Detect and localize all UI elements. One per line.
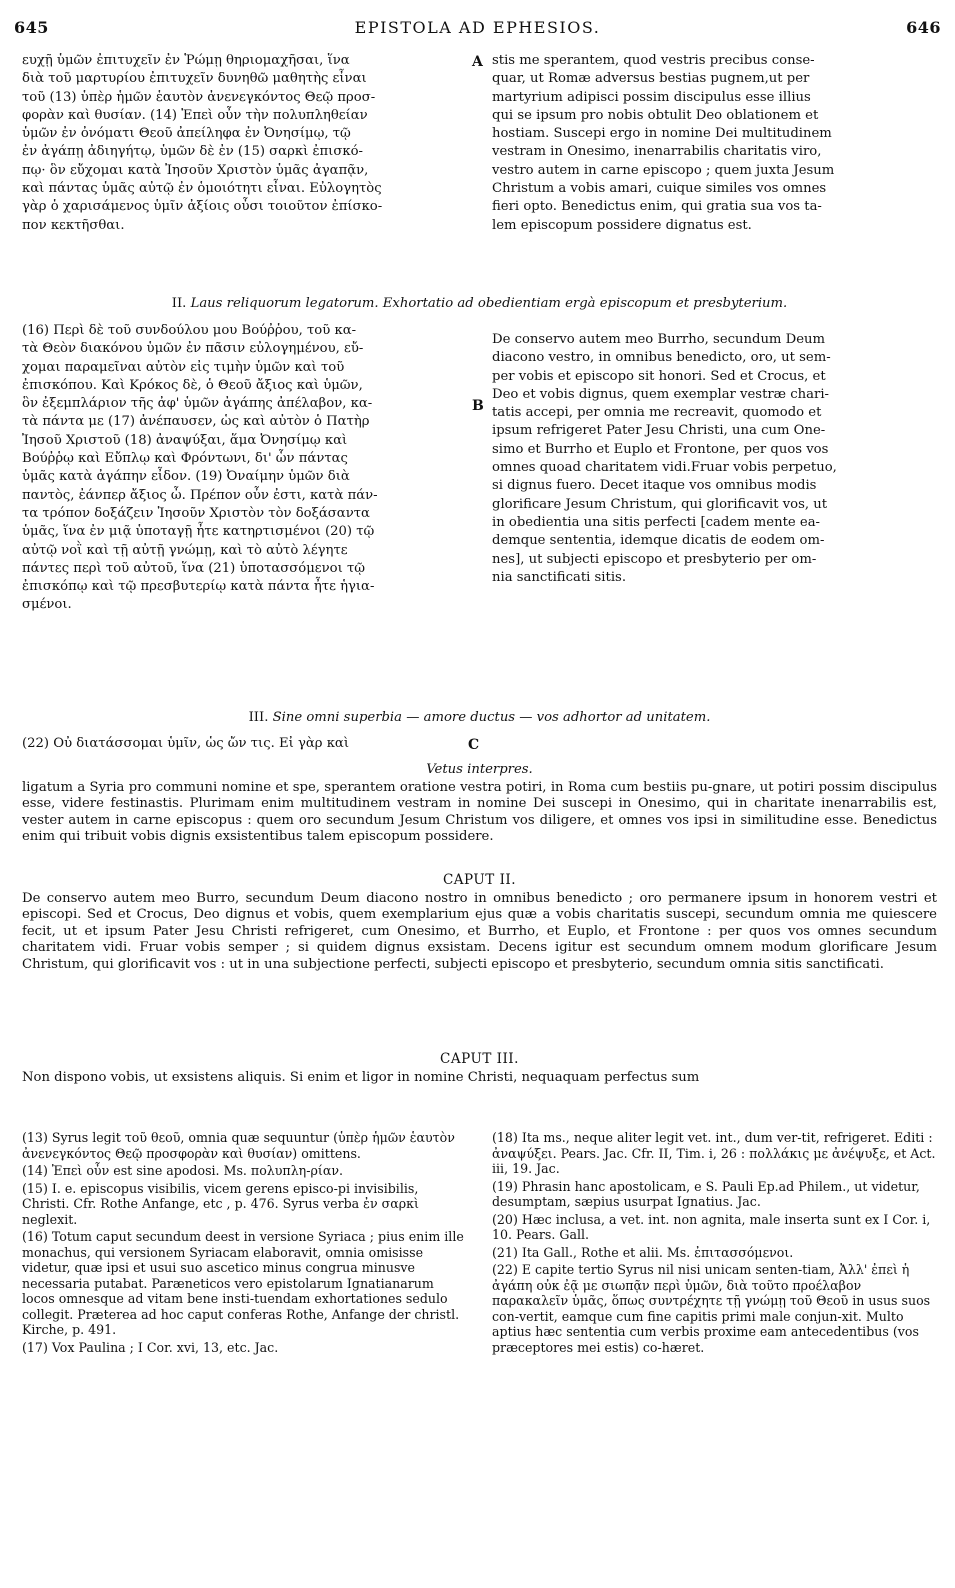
footnote: (20) Hæc inclusa, a vet. int. non agnita, male inserta sunt ex I Cor. i, 10. Pears. Gall. [492, 1211, 931, 1242]
caput-3-heading: CAPUT III. [440, 1051, 519, 1067]
latin-line: Christum a vobis amari, cuique similes vos omnes [492, 181, 827, 197]
latin-line: glorificare Jesum Christum, qui glorificavit vos, ut [492, 496, 828, 512]
greek-line: παντὸς, ἐάνπερ ἄξιος ὦ. Πρέπον οὖν ἐστι, κατὰ πάν- [22, 487, 378, 503]
latin-line: ipsum refrigeret Pater Jesu Christi, una cum One- [492, 423, 826, 439]
latin-column-2 [492, 331, 937, 587]
greek-line: πῳ· ὃν εὔχομαι κατὰ Ἰησοῦν Χριστὸν ὑμᾶς ἀγαπᾷν, [22, 162, 369, 178]
latin-line: simo et Burrho et Euplo et Frontone, per quos vos [492, 441, 829, 457]
running-title: EPISTOLA AD EPHESIOS. [354, 18, 601, 37]
vetus-heading [22, 762, 937, 777]
left-page-number: 645 [14, 18, 49, 37]
greek-line: ὑμῶν ἐν ὀνόματι Θεοῦ ἀπείληφα ἐν Ὀνησίμῳ, τῷ [22, 126, 351, 142]
latin-line: in obedientia una sitis perfecti [cadem mente ea- [492, 514, 821, 530]
section-title: Sine omni superbia — amore ductus — vos adhortor ad unitatem. [272, 710, 711, 725]
greek-line: ευχῇ ὑμῶν ἐπιτυχεῖν ἐν Ῥώμῃ θηριομαχῆσαι, ἵνα [22, 53, 350, 68]
vetus-text: ligatum a Syria pro communi nomine et spe, sperantem oratione vestra potiri, in Roma cum bestiis pu-gnare, ut potiri possim discipulus esse, videre festinastis. Plurimam enim multitudinem vestram in nomine Dei suscepi in Onesimo, qui in charitate inenarrabilis est, vester autem in carne episcopus : quem oro secundum Jesum Christum vos diligere, et omnes vos ipsi in similitudine esse. Benedictus enim qui tribuit vobis dignis exsistentibus talem episcopum possidere. [22, 780, 937, 845]
footnote: (14) Ἐπεὶ οὖν est sine apodosi. Ms. πολυπλη-ρίαν. [22, 1163, 343, 1178]
greek-line: τα τρόπον δοξάζειν Ἰησοῦν Χριστὸν τὸν δοξάσαντα [22, 505, 370, 521]
latin-line: fieri opto. Benedictus enim, qui gratia sua vos ta- [492, 199, 822, 215]
footnote: (21) Ita Gall., Rothe et alii. Ms. ἐπιτασσόμενοι. [492, 1244, 794, 1260]
footnote: (22) E capite tertio Syrus nil nisi unicam senten-tiam, Ἀλλ' ἐπεὶ ἡ ἀγάπη οὐκ ἐᾷ με σιωπᾷν περὶ ὑμῶν, διὰ τοῦτο προέλαβον παρακαλεῖν ὑμᾶς, ὅπως συντρέχητε τῇ γνώμῃ τοῦ Θεοῦ in usus suos con-vertit, eamque cum fine capitis primi male conjun-xit. Multo aptius hæc sententia cum verbis proxime eam antecedentibus (vos præceptores mei estis) co-hæret. [492, 1262, 931, 1355]
greek-line: σμένοι. [22, 597, 72, 613]
latin-line: tatis accepi, per omnia me recreavit, quomodo et [492, 405, 822, 421]
footnotes-right [492, 1130, 937, 1357]
latin-line: lem episcopum possidere dignatus est. [492, 217, 752, 233]
margin-marker-c: C [468, 737, 480, 753]
latin-line: stis me sperantem, quod vestris precibus conse- [492, 53, 815, 68]
latin-line: quar, ut Romæ adversus bestias pugnem,ut per [492, 71, 810, 87]
vetus-paragraph-3 [22, 1070, 937, 1086]
footnote: (13) Syrus legit τοῦ θεοῦ, omnia quæ sequuntur (ὑπὲρ ἡμῶν ἑαυτὸν ἀνενεγκόντος Θεῷ προσφορὰν καὶ θυσίαν) omittens. [22, 1130, 455, 1161]
footnote: (15) I. e. episcopus visibilis, vicem gerens episco-pi invisibilis, Christi. Cfr. Rothe Anfange, etc , p. 476. Syrus verba ἐν σαρκὶ neglexit. [22, 1180, 419, 1227]
vetus-paragraph-1 [22, 780, 937, 846]
greek-line: ἐπισκόπου. Καὶ Κρόκος δὲ, ὁ Θεοῦ ἄξιος καὶ ὑμῶν, [22, 377, 363, 393]
greek-line: χομαι παραμεῖναι αὐτὸν εἰς τιμὴν ὑμῶν καὶ τοῦ [22, 359, 345, 375]
greek-line: ἐπισκόπῳ καὶ τῷ πρεσβυτερίῳ κατὰ πάντα ἦτε ἡγια- [22, 579, 375, 595]
greek-line: φορὰν καὶ θυσίαν. (14) Ἐπεὶ οὖν τὴν πολυπληθείαν [22, 107, 368, 123]
page-header [14, 18, 941, 40]
greek-column-1 [22, 52, 472, 235]
greek-line: ὑμᾶς, ἵνα ἐν μιᾷ ὑποταγῇ ἦτε κατηρτισμένοι (20) τῷ [22, 524, 375, 540]
greek-line: αὐτῷ νοῒ καὶ τῇ αὐτῇ γνώμῃ, καὶ τὸ αὐτὸ λέγητε [22, 542, 348, 558]
latin-line: vestro autem in carne episcopo ; quem juxta Jesum [492, 162, 835, 178]
greek-line: πάντες περὶ τοῦ αὐτοῦ, ἵνα (21) ὑποτασσόμενοι τῷ [22, 560, 365, 576]
greek-line: ὃν ἐξεμπλάριον τῆς ἀφ' ὑμῶν ἀγάπης ἀπέλαβον, κα- [22, 396, 373, 412]
greek-line: ὑμᾶς κατὰ ἀγάπην εἶδον. (19) Ὀναίμην ὑμῶν διὰ [22, 469, 350, 485]
right-page-number: 646 [906, 18, 941, 37]
latin-line: hostiam. Suscepi ergo in nomine Dei multitudinem [492, 126, 832, 142]
footnote: (16) Totum caput secundum deest in versione Syriaca ; pius enim ille monachus, qui versionem Syriacam elaboravit, omnia omisisse videtur, quæ ipsi et usui suo ascetico minus congrua minusve necessaria putabat. Paræneticos vero epistolarum Ignatianarum locos omnesque ad vitam bene insti-tuendam exhortationes sedulo collegit. Præterea ad hoc caput conferas Rothe, Anfange der christl. Kirche, p. 491. [22, 1229, 464, 1337]
margin-marker-a: A [472, 54, 483, 70]
vetus-text: Non dispono vobis, ut exsistens aliquis. Si enim et ligor in nomine Christi, nequaquam perfectus sum [22, 1070, 700, 1085]
latin-line: si dignus fuero. Decet itaque vos omnibus modis [492, 478, 817, 494]
latin-line: omnes quoad charitatem vidi.Fruar vobis perpetuo, [492, 460, 837, 476]
margin-marker-b: B [472, 398, 484, 414]
section-heading-2 [22, 296, 937, 311]
section-number: II. [171, 296, 187, 311]
greek-line: Ἰησοῦ Χριστοῦ (18) ἀναψύξαι, ἅμα Ὀνησίμῳ καὶ [22, 432, 348, 448]
greek-line: πον κεκτῆσθαι. [22, 217, 125, 233]
greek-line: τὰ πάντα με (17) ἀνέπαυσεν, ὡς καὶ αὐτὸν ὁ Πατὴρ [22, 414, 370, 430]
section-heading-3 [22, 710, 937, 725]
latin-line: vestram in Onesimo, inenarrabilis charitatis viro, [492, 144, 822, 160]
latin-column-1 [492, 52, 937, 235]
footnote: (19) Phrasin hanc apostolicam, e S. Pauli Ep.ad Philem., ut videtur, desumptam, sæpius usurpat Ignatius. Jac. [492, 1178, 920, 1209]
greek-line: (22) Οὐ διατάσσομαι ὑμῖν, ὡς ὤν τις. Εἰ γὰρ καὶ [22, 736, 350, 751]
greek-line: διὰ τοῦ μαρτυρίου ἐπιτυχεῖν δυνηθῶ μαθητὴς εἶναι [22, 71, 367, 87]
greek-line: τοῦ (13) ὑπὲρ ἡμῶν ἑαυτὸν ἀνενεγκόντος Θεῷ προσ- [22, 89, 376, 105]
footnote: (18) Ita ms., neque aliter legit vet. int., dum ver-tit, refrigeret. Editi : ἀναψύξει. Pears. Jac. Cfr. II, Tim. i, 26 : πολλάκις με ἀνέψυξε, et Act. iii, 19. Jac. [492, 1130, 936, 1176]
greek-column-3 [22, 735, 472, 753]
latin-line: De conservo autem meo Burrho, secundum Deum [492, 332, 826, 347]
greek-line: (16) Περὶ δὲ τοῦ συνδούλου μου Βούῤῥου, τοῦ κα- [22, 323, 357, 338]
greek-column-2 [22, 322, 472, 615]
greek-line: τὰ Θεὸν διακόνου ὑμῶν ἐν πᾶσιν εὐλογημένου, εὔ- [22, 341, 364, 357]
footnote: (17) Vox Paulina ; I Cor. xvi, 13, etc. Jac. [22, 1339, 279, 1355]
latin-line: nia sanctificati sitis. [492, 569, 627, 585]
greek-line: γὰρ ὁ χαρισάμενος ὑμῖν ἀξίοις οὖσι τοιοῦτον ἐπίσκο- [22, 199, 383, 215]
footnotes-left [22, 1130, 467, 1357]
section-number: III. [248, 710, 269, 725]
greek-line: Βούῤῥῳ καὶ Εὔπλῳ καὶ Φρόντωνι, δι' ὧν πάντας [22, 451, 348, 467]
latin-line: martyrium adipisci possim discipulus esse illius [492, 89, 811, 105]
vetus-paragraph-2 [22, 891, 937, 973]
latin-line: diacono vestro, in omnibus benedicto, oro, ut sem- [492, 350, 831, 366]
section-title: Laus reliquorum legatorum. Exhortatio ad obedientiam ergà episcopum et presbyterium. [190, 296, 788, 311]
vetus-heading-text: Vetus interpres. [426, 762, 533, 777]
greek-line: καὶ πάντας ὑμᾶς αὐτῷ ἐν ὁμοιότητι εἶναι. Εὐλογητὸς [22, 181, 382, 197]
latin-line: demque sententia, idemque dicatis de eodem om- [492, 533, 825, 549]
latin-line: qui se ipsum pro nobis obtulit Deo oblationem et [492, 107, 819, 123]
greek-line: ἐν ἀγάπῃ ἀδιηγήτῳ, ὑμῶν δὲ ἐν (15) σαρκὶ ἐπισκό- [22, 144, 363, 160]
latin-line: nes], ut subjecti episcopo et presbyterio per om- [492, 551, 817, 567]
latin-line: Deo et vobis dignus, quem exemplar vestræ chari- [492, 386, 829, 402]
latin-line: per vobis et episcopo sit honori. Sed et Crocus, et [492, 368, 826, 384]
vetus-text: De conservo autem meo Burro, secundum Deum diacono nostro in omnibus benedicto ; oro permanere ipsum in honorem vestri et episcopi. Sed et Crocus, Deo dignus et vobis, quem exemplarium ejus quæ a vobis charitatis suscepi, secundum omnia me quiescere fecit, ut et ipsum Pater Jesu Christi refrigeret, cum Onesimo, et Burrho, et Euplo, et Frontone : per quos vos omnes secundum charitatem vidi. Fruar vobis semper ; si quidem dignus exsistam. Decens igitur est secundum omnem modum glorificare Jesum Christum, qui glorificavit vos : ut in una subjectione perfecti, subjecti episcopo et presbyterio, secundum omnia sitis sanctificati. [22, 891, 937, 972]
caput-2-heading: CAPUT II. [442, 872, 517, 888]
